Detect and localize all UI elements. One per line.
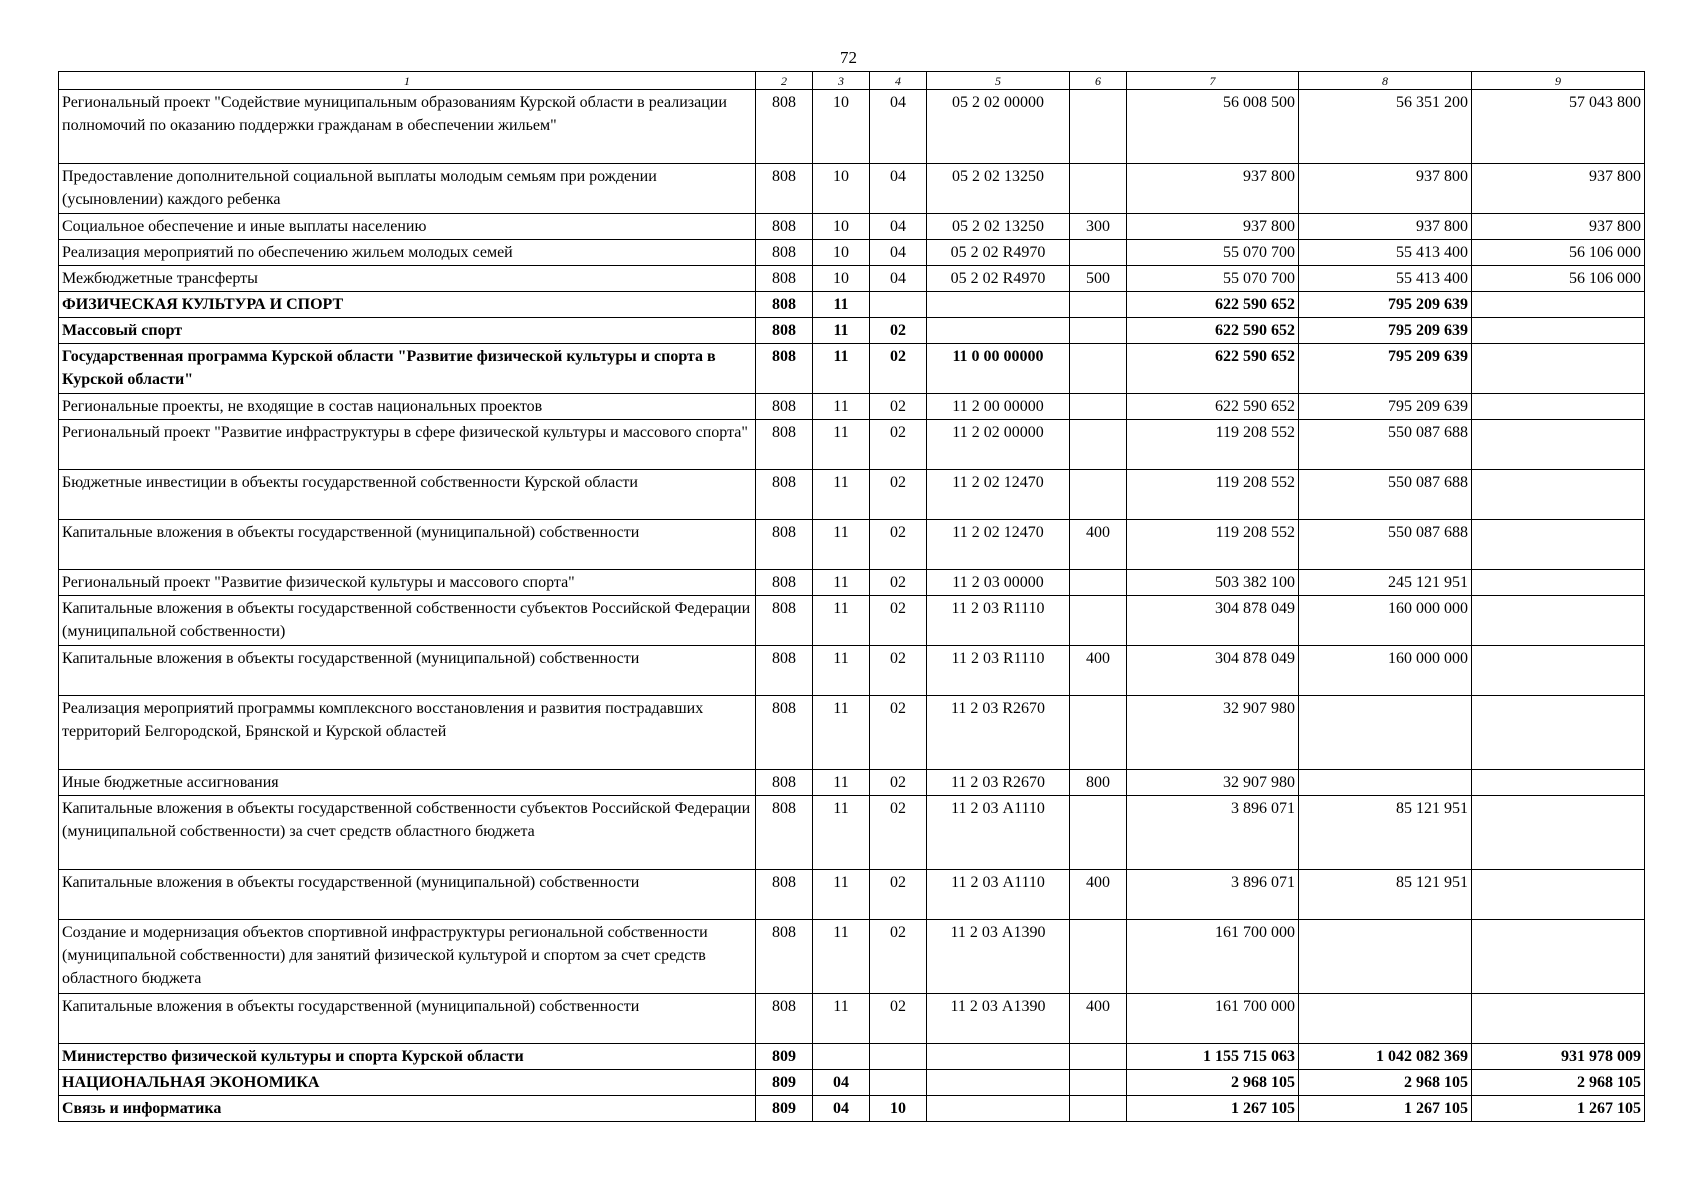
cell-amount-col8 — [1299, 994, 1472, 1044]
cell-amount-col8: 85 121 951 — [1299, 796, 1472, 870]
table-row — [59, 470, 1645, 520]
cell-col5: 11 2 03 R2670 — [927, 696, 1070, 770]
cell-col4: 02 — [870, 570, 927, 596]
cell-amount-col7: 3 896 071 — [1127, 870, 1299, 920]
cell-amount-col7: 503 382 100 — [1127, 570, 1299, 596]
cell-col2: 808 — [756, 646, 813, 696]
column-number: 7 — [1127, 72, 1299, 90]
row-name: Капитальные вложения в объекты государственной собственности субъектов Российской Федерации (муниципальной собственности) — [59, 596, 756, 646]
cell-amount-col8: 160 000 000 — [1299, 646, 1472, 696]
cell-amount-col7: 622 590 652 — [1127, 318, 1299, 344]
table-row — [59, 1070, 1645, 1096]
cell-col2: 808 — [756, 770, 813, 796]
cell-amount-col8: 1 042 082 369 — [1299, 1044, 1472, 1070]
cell-col6 — [1070, 420, 1127, 470]
column-number: 3 — [813, 72, 870, 90]
cell-col3: 10 — [813, 266, 870, 292]
table-body — [59, 72, 1645, 1122]
cell-col2: 808 — [756, 266, 813, 292]
table-row — [59, 994, 1645, 1044]
cell-col5: 11 2 03 R1110 — [927, 596, 1070, 646]
cell-amount-col8: 550 087 688 — [1299, 470, 1472, 520]
row-name: Капитальные вложения в объекты государственной (муниципальной) собственности — [59, 646, 756, 696]
cell-col4 — [870, 292, 927, 318]
cell-col6 — [1070, 796, 1127, 870]
cell-amount-col7: 1 267 105 — [1127, 1096, 1299, 1122]
table-row — [59, 870, 1645, 920]
row-name: Капитальные вложения в объекты государственной (муниципальной) собственности — [59, 520, 756, 570]
row-name: Реализация мероприятий программы комплексного восстановления и развития пострадавших территорий Белгородской, Брянской и Курской областей — [59, 696, 756, 770]
cell-amount-col7: 119 208 552 — [1127, 470, 1299, 520]
cell-amount-col7: 55 070 700 — [1127, 240, 1299, 266]
cell-col2: 809 — [756, 1070, 813, 1096]
cell-col5: 11 2 03 А1390 — [927, 920, 1070, 994]
cell-amount-col7: 622 590 652 — [1127, 344, 1299, 394]
cell-amount-col7: 304 878 049 — [1127, 596, 1299, 646]
table-row — [59, 1096, 1645, 1122]
cell-col3: 11 — [813, 520, 870, 570]
cell-amount-col8: 55 413 400 — [1299, 266, 1472, 292]
cell-col5: 11 2 02 00000 — [927, 420, 1070, 470]
cell-amount-col7: 622 590 652 — [1127, 394, 1299, 420]
cell-col4 — [870, 1070, 927, 1096]
cell-col6 — [1070, 90, 1127, 164]
cell-amount-col7: 3 896 071 — [1127, 796, 1299, 870]
cell-col2: 808 — [756, 570, 813, 596]
cell-amount-col8: 550 087 688 — [1299, 420, 1472, 470]
cell-amount-col8: 937 800 — [1299, 164, 1472, 214]
cell-amount-col8 — [1299, 770, 1472, 796]
cell-col3: 11 — [813, 570, 870, 596]
column-number-row — [59, 72, 1645, 90]
cell-col2: 808 — [756, 470, 813, 520]
row-name: Региональный проект "Развитие инфраструктуры в сфере физической культуры и массового спорта" — [59, 420, 756, 470]
cell-col4: 02 — [870, 870, 927, 920]
cell-col5: 05 2 02 R4970 — [927, 266, 1070, 292]
cell-amount-col7: 55 070 700 — [1127, 266, 1299, 292]
cell-col5: 05 2 02 13250 — [927, 214, 1070, 240]
table-row — [59, 920, 1645, 994]
cell-amount-col9: 2 968 105 — [1472, 1070, 1645, 1096]
cell-col3: 11 — [813, 292, 870, 318]
cell-col6 — [1070, 1044, 1127, 1070]
column-number: 5 — [927, 72, 1070, 90]
table-row — [59, 696, 1645, 770]
row-name: Реализация мероприятий по обеспечению жильем молодых семей — [59, 240, 756, 266]
cell-amount-col7: 56 008 500 — [1127, 90, 1299, 164]
cell-col5: 11 2 03 R2670 — [927, 770, 1070, 796]
cell-amount-col9: 937 800 — [1472, 214, 1645, 240]
cell-amount-col7: 119 208 552 — [1127, 520, 1299, 570]
cell-amount-col8: 2 968 105 — [1299, 1070, 1472, 1096]
cell-amount-col8: 85 121 951 — [1299, 870, 1472, 920]
cell-amount-col8: 550 087 688 — [1299, 520, 1472, 570]
column-number: 8 — [1299, 72, 1472, 90]
cell-col3: 10 — [813, 164, 870, 214]
cell-amount-col9: 937 800 — [1472, 164, 1645, 214]
row-name: Капитальные вложения в объекты государственной собственности субъектов Российской Федерации (муниципальной собственности) за счет средств областного бюджета — [59, 796, 756, 870]
column-number: 6 — [1070, 72, 1127, 90]
cell-amount-col9 — [1472, 394, 1645, 420]
cell-col2: 808 — [756, 394, 813, 420]
cell-col5 — [927, 1044, 1070, 1070]
cell-amount-col9 — [1472, 318, 1645, 344]
cell-col4: 02 — [870, 994, 927, 1044]
cell-amount-col9 — [1472, 570, 1645, 596]
cell-amount-col9: 57 043 800 — [1472, 90, 1645, 164]
cell-amount-col9 — [1472, 920, 1645, 994]
cell-col6: 500 — [1070, 266, 1127, 292]
cell-col6 — [1070, 596, 1127, 646]
cell-col2: 808 — [756, 420, 813, 470]
cell-amount-col7: 161 700 000 — [1127, 994, 1299, 1044]
budget-table — [58, 71, 1645, 1122]
cell-col3: 11 — [813, 420, 870, 470]
cell-col2: 808 — [756, 796, 813, 870]
cell-col6: 400 — [1070, 646, 1127, 696]
cell-col3: 11 — [813, 696, 870, 770]
cell-amount-col7: 161 700 000 — [1127, 920, 1299, 994]
table-row — [59, 1044, 1645, 1070]
row-name: Межбюджетные трансферты — [59, 266, 756, 292]
cell-col2: 808 — [756, 318, 813, 344]
column-number: 1 — [59, 72, 756, 90]
cell-col2: 808 — [756, 920, 813, 994]
cell-amount-col8: 55 413 400 — [1299, 240, 1472, 266]
table-row — [59, 318, 1645, 344]
cell-col2: 808 — [756, 90, 813, 164]
cell-amount-col9 — [1472, 292, 1645, 318]
cell-amount-col9 — [1472, 646, 1645, 696]
column-number: 4 — [870, 72, 927, 90]
cell-amount-col9 — [1472, 520, 1645, 570]
cell-col4: 02 — [870, 520, 927, 570]
cell-amount-col8: 937 800 — [1299, 214, 1472, 240]
cell-col2: 808 — [756, 870, 813, 920]
cell-col6: 400 — [1070, 994, 1127, 1044]
cell-col6 — [1070, 1070, 1127, 1096]
cell-col2: 808 — [756, 292, 813, 318]
cell-col2: 808 — [756, 164, 813, 214]
cell-col5: 05 2 02 R4970 — [927, 240, 1070, 266]
cell-col3: 11 — [813, 596, 870, 646]
cell-col6 — [1070, 240, 1127, 266]
cell-col2: 808 — [756, 596, 813, 646]
cell-col3: 10 — [813, 90, 870, 164]
cell-col5: 11 2 02 12470 — [927, 470, 1070, 520]
cell-amount-col7: 937 800 — [1127, 214, 1299, 240]
table-row — [59, 420, 1645, 470]
cell-col4: 04 — [870, 214, 927, 240]
column-number: 2 — [756, 72, 813, 90]
table-row — [59, 646, 1645, 696]
cell-col4: 02 — [870, 420, 927, 470]
cell-amount-col8: 160 000 000 — [1299, 596, 1472, 646]
cell-col4: 10 — [870, 1096, 927, 1122]
cell-amount-col9 — [1472, 696, 1645, 770]
table-row — [59, 90, 1645, 164]
cell-col3: 04 — [813, 1070, 870, 1096]
cell-col6 — [1070, 394, 1127, 420]
cell-amount-col9 — [1472, 994, 1645, 1044]
cell-col4: 02 — [870, 394, 927, 420]
cell-col6 — [1070, 318, 1127, 344]
row-name: Предоставление дополнительной социальной выплаты молодым семьям при рождении (усыновлении) каждого ребенка — [59, 164, 756, 214]
cell-amount-col9 — [1472, 770, 1645, 796]
cell-amount-col8 — [1299, 696, 1472, 770]
row-name: Социальное обеспечение и иные выплаты населению — [59, 214, 756, 240]
cell-col6 — [1070, 696, 1127, 770]
cell-col4: 02 — [870, 470, 927, 520]
cell-amount-col9 — [1472, 796, 1645, 870]
cell-col4: 02 — [870, 770, 927, 796]
cell-col4: 02 — [870, 920, 927, 994]
cell-amount-col7: 1 155 715 063 — [1127, 1044, 1299, 1070]
cell-col4 — [870, 1044, 927, 1070]
cell-amount-col8: 795 209 639 — [1299, 344, 1472, 394]
cell-col5 — [927, 1096, 1070, 1122]
cell-col3: 11 — [813, 920, 870, 994]
table-row — [59, 344, 1645, 394]
cell-col3: 11 — [813, 318, 870, 344]
cell-col5 — [927, 292, 1070, 318]
table-row — [59, 214, 1645, 240]
cell-amount-col9 — [1472, 596, 1645, 646]
cell-col5 — [927, 1070, 1070, 1096]
cell-col2: 808 — [756, 344, 813, 394]
cell-amount-col7: 2 968 105 — [1127, 1070, 1299, 1096]
cell-amount-col7: 32 907 980 — [1127, 770, 1299, 796]
cell-col6 — [1070, 164, 1127, 214]
cell-col5: 11 2 03 А1110 — [927, 870, 1070, 920]
row-name: Создание и модернизация объектов спортивной инфраструктуры региональной собственности (муниципальной собственности) для занятий физической культурой и спортом за счет средств областного бюджета — [59, 920, 756, 994]
cell-col2: 809 — [756, 1044, 813, 1070]
cell-col4: 04 — [870, 266, 927, 292]
cell-col2: 808 — [756, 214, 813, 240]
row-name: Массовый спорт — [59, 318, 756, 344]
cell-col3: 11 — [813, 394, 870, 420]
cell-col3: 04 — [813, 1096, 870, 1122]
cell-amount-col7: 119 208 552 — [1127, 420, 1299, 470]
cell-amount-col8 — [1299, 920, 1472, 994]
cell-amount-col9 — [1472, 470, 1645, 520]
cell-col5: 11 2 00 00000 — [927, 394, 1070, 420]
row-name: Региональный проект "Развитие физической культуры и массового спорта" — [59, 570, 756, 596]
cell-col5: 11 2 03 R1110 — [927, 646, 1070, 696]
cell-col6: 400 — [1070, 870, 1127, 920]
cell-col4: 04 — [870, 90, 927, 164]
cell-col4: 02 — [870, 796, 927, 870]
cell-col3: 11 — [813, 870, 870, 920]
cell-amount-col7: 622 590 652 — [1127, 292, 1299, 318]
cell-col5: 05 2 02 00000 — [927, 90, 1070, 164]
row-name: НАЦИОНАЛЬНАЯ ЭКОНОМИКА — [59, 1070, 756, 1096]
cell-col4: 04 — [870, 164, 927, 214]
cell-col2: 808 — [756, 696, 813, 770]
cell-col2: 808 — [756, 994, 813, 1044]
cell-col4: 02 — [870, 596, 927, 646]
table-row — [59, 266, 1645, 292]
cell-col4: 02 — [870, 344, 927, 394]
cell-col5: 11 2 03 А1110 — [927, 796, 1070, 870]
column-number: 9 — [1472, 72, 1645, 90]
cell-amount-col8: 795 209 639 — [1299, 292, 1472, 318]
cell-col6 — [1070, 570, 1127, 596]
table-row — [59, 394, 1645, 420]
table-row — [59, 520, 1645, 570]
table-row — [59, 596, 1645, 646]
table-row — [59, 164, 1645, 214]
row-name: Иные бюджетные ассигнования — [59, 770, 756, 796]
page-number: 72 — [840, 48, 857, 67]
cell-amount-col9 — [1472, 420, 1645, 470]
cell-amount-col7: 32 907 980 — [1127, 696, 1299, 770]
cell-amount-col9: 931 978 009 — [1472, 1044, 1645, 1070]
cell-col3: 11 — [813, 994, 870, 1044]
row-name: Связь и информатика — [59, 1096, 756, 1122]
cell-col4: 02 — [870, 318, 927, 344]
cell-col3: 10 — [813, 240, 870, 266]
row-name: ФИЗИЧЕСКАЯ КУЛЬТУРА И СПОРТ — [59, 292, 756, 318]
cell-col3: 11 — [813, 344, 870, 394]
cell-amount-col9: 56 106 000 — [1472, 266, 1645, 292]
cell-amount-col7: 304 878 049 — [1127, 646, 1299, 696]
cell-amount-col8: 56 351 200 — [1299, 90, 1472, 164]
cell-col2: 809 — [756, 1096, 813, 1122]
row-name: Региональный проект "Содействие муниципальным образованиям Курской области в реализации полномочий по оказанию поддержки гражданам в обеспечении жильем" — [59, 90, 756, 164]
cell-col5: 11 2 03 00000 — [927, 570, 1070, 596]
cell-amount-col9 — [1472, 870, 1645, 920]
cell-amount-col8: 795 209 639 — [1299, 318, 1472, 344]
cell-col5: 11 0 00 00000 — [927, 344, 1070, 394]
cell-col5 — [927, 318, 1070, 344]
cell-amount-col9 — [1472, 344, 1645, 394]
cell-col3 — [813, 1044, 870, 1070]
cell-col3: 11 — [813, 646, 870, 696]
table-row — [59, 292, 1645, 318]
cell-amount-col8: 795 209 639 — [1299, 394, 1472, 420]
cell-col6: 800 — [1070, 770, 1127, 796]
cell-col2: 808 — [756, 240, 813, 266]
cell-col6 — [1070, 344, 1127, 394]
row-name: Капитальные вложения в объекты государственной (муниципальной) собственности — [59, 994, 756, 1044]
table-row — [59, 796, 1645, 870]
cell-col4: 04 — [870, 240, 927, 266]
cell-amount-col8: 245 121 951 — [1299, 570, 1472, 596]
cell-col5: 05 2 02 13250 — [927, 164, 1070, 214]
cell-col4: 02 — [870, 696, 927, 770]
cell-col6 — [1070, 292, 1127, 318]
row-name: Министерство физической культуры и спорта Курской области — [59, 1044, 756, 1070]
cell-col3: 11 — [813, 470, 870, 520]
cell-col6 — [1070, 1096, 1127, 1122]
cell-amount-col7: 937 800 — [1127, 164, 1299, 214]
cell-col6: 400 — [1070, 520, 1127, 570]
cell-col6: 300 — [1070, 214, 1127, 240]
cell-col6 — [1070, 920, 1127, 994]
cell-col2: 808 — [756, 520, 813, 570]
cell-amount-col9: 56 106 000 — [1472, 240, 1645, 266]
row-name: Бюджетные инвестиции в объекты государственной собственности Курской области — [59, 470, 756, 520]
cell-col5: 11 2 02 12470 — [927, 520, 1070, 570]
cell-col6 — [1070, 470, 1127, 520]
cell-amount-col9: 1 267 105 — [1472, 1096, 1645, 1122]
row-name: Государственная программа Курской области "Развитие физической культуры и спорта в Курской области" — [59, 344, 756, 394]
cell-amount-col8: 1 267 105 — [1299, 1096, 1472, 1122]
cell-col3: 11 — [813, 770, 870, 796]
cell-col4: 02 — [870, 646, 927, 696]
row-name: Региональные проекты, не входящие в состав национальных проектов — [59, 394, 756, 420]
row-name: Капитальные вложения в объекты государственной (муниципальной) собственности — [59, 870, 756, 920]
cell-col3: 11 — [813, 796, 870, 870]
cell-col5: 11 2 03 А1390 — [927, 994, 1070, 1044]
cell-col3: 10 — [813, 214, 870, 240]
table-row — [59, 240, 1645, 266]
table-row — [59, 570, 1645, 596]
table-row — [59, 770, 1645, 796]
